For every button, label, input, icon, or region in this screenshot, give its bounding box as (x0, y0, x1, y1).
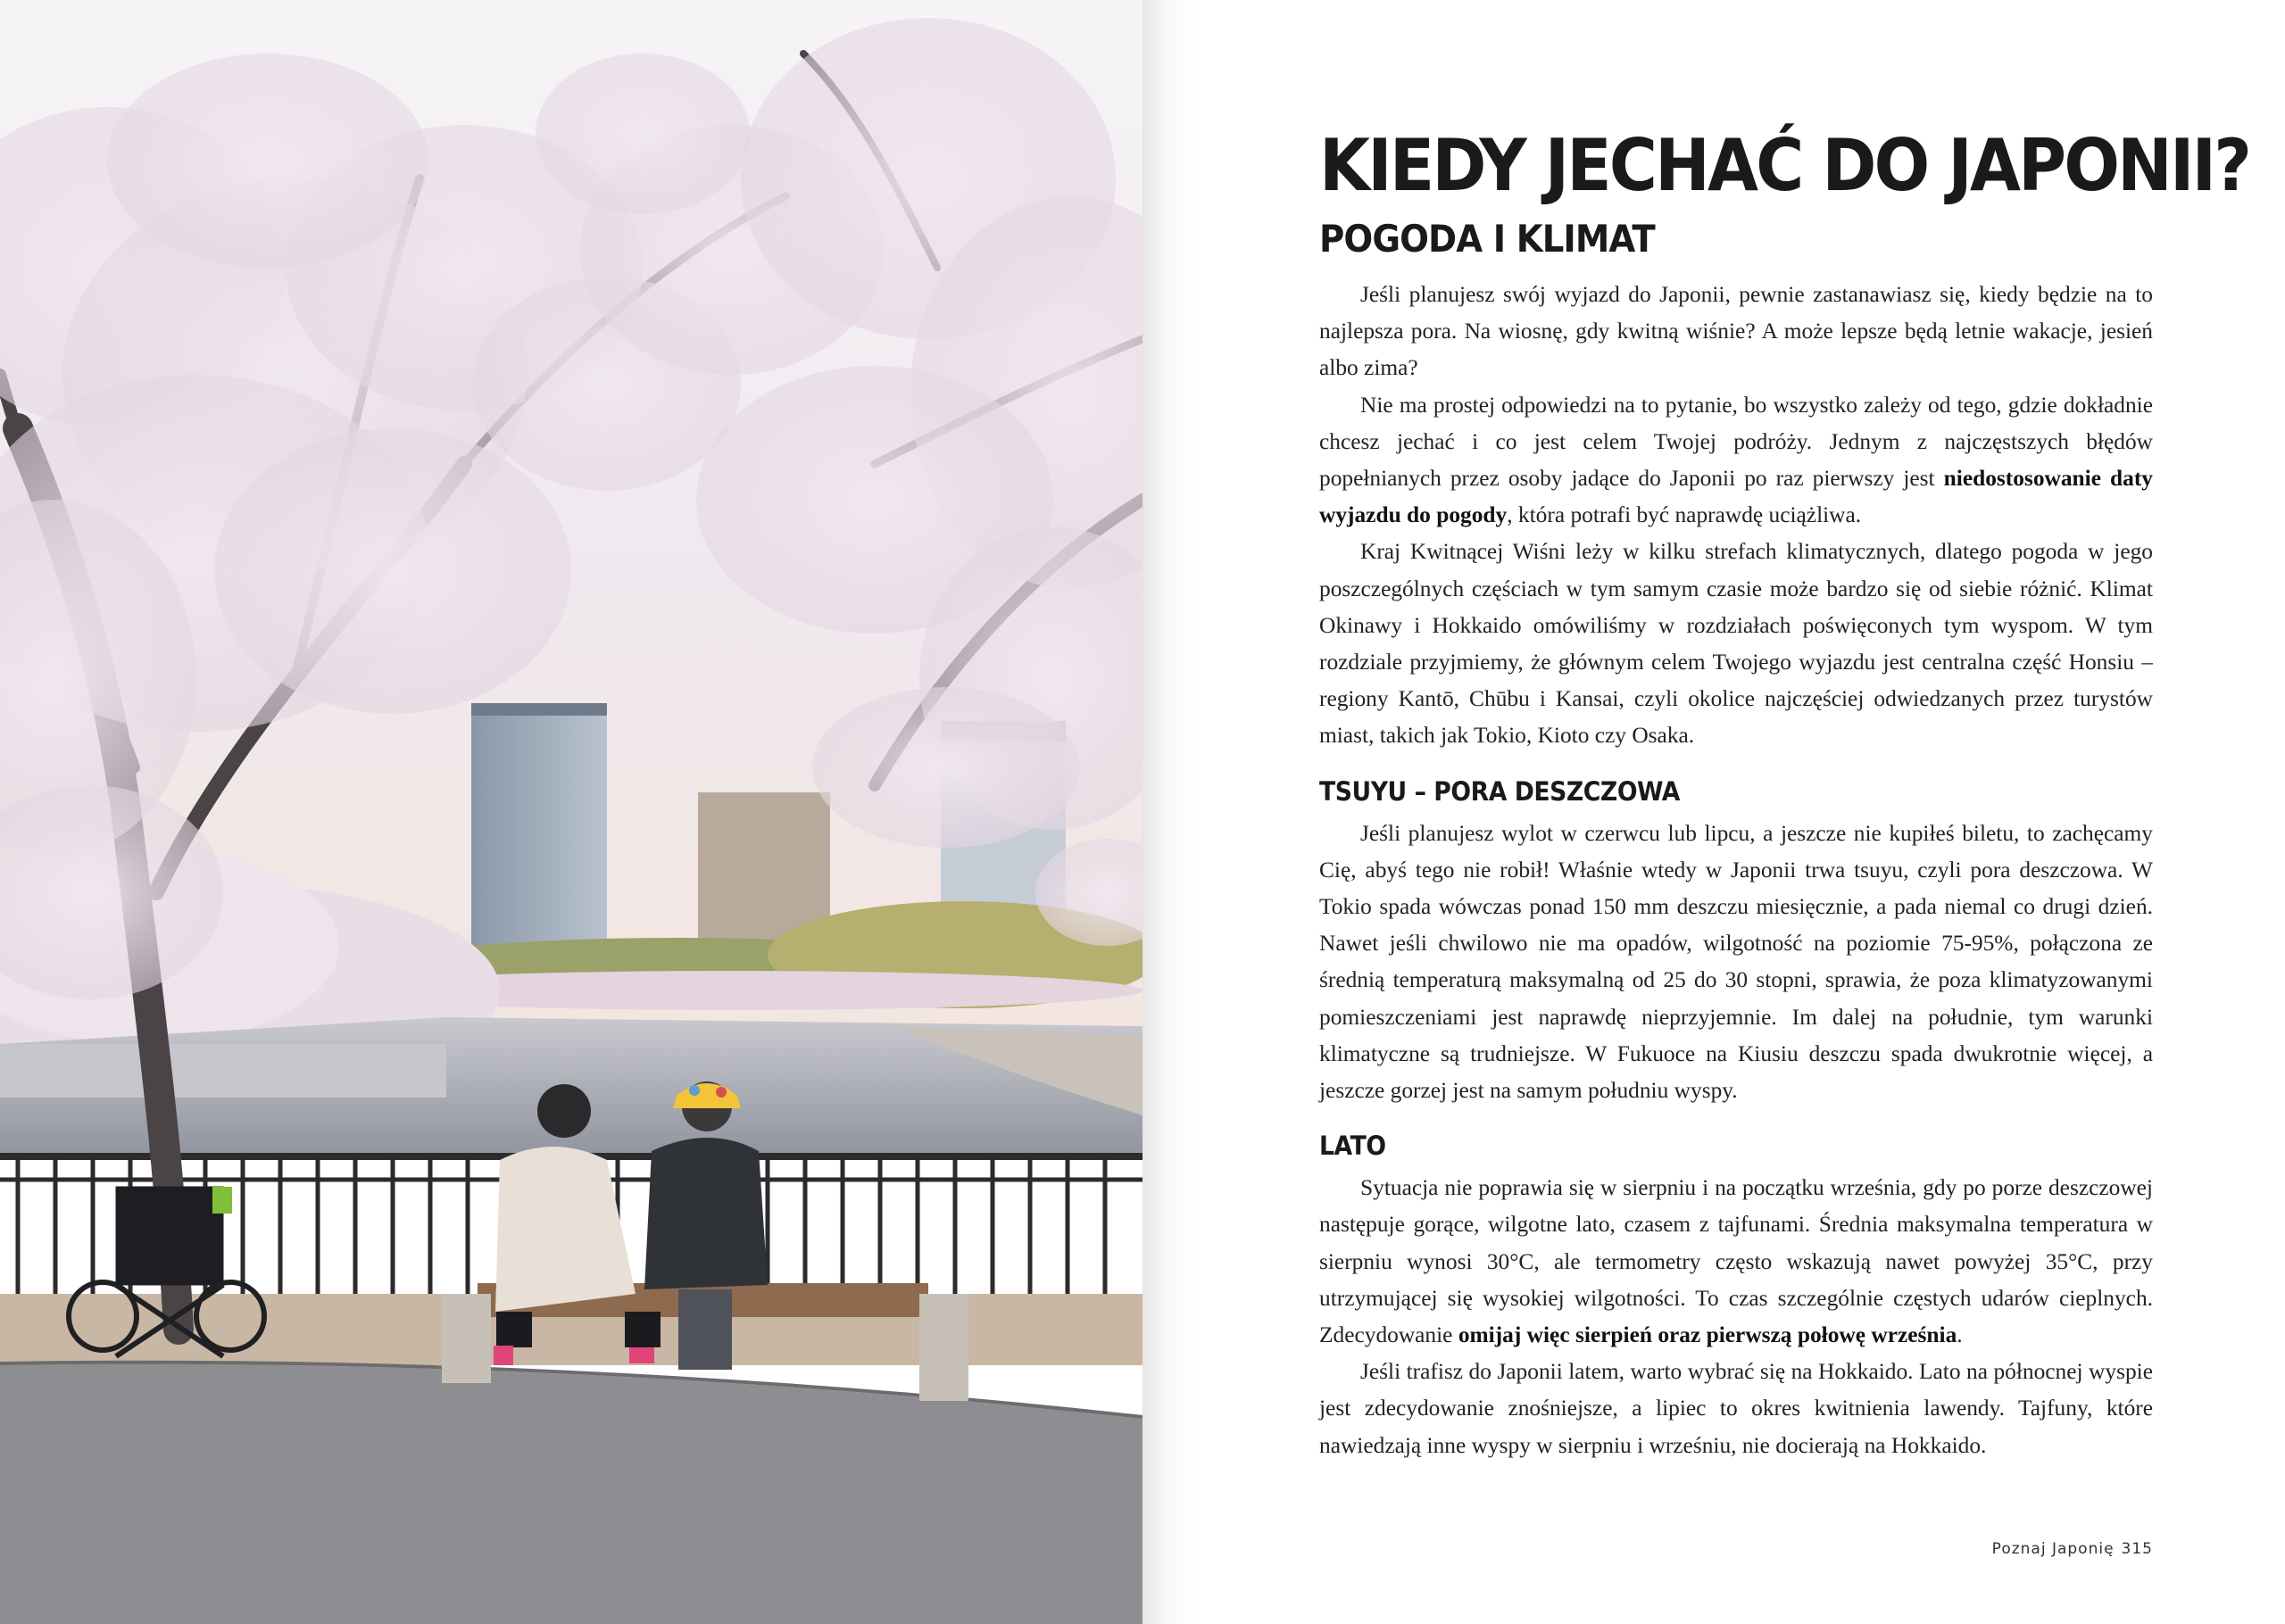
text-page (1319, 123, 2250, 1464)
cherry-blossom-photo (0, 0, 1142, 1624)
lato-paragraph-2: Jeśli trafisz do Japonii latem, warto wybrać się na Hokkaido. Lato na północnej wyspie jest zdecydowanie znośniejsze, a lipiec to okres kwitnienia lawendy. Tajfuny, które nawiedzają inne wyspy w sierpniu i wrześniu, nie docierają na Hokkaido. (1319, 1359, 2153, 1458)
section-heading-tsuyu: TSUYU – PORA DESZCZOWA (1319, 775, 1680, 807)
page-title: KIEDY JECHAĆ DO JAPONII? (1319, 124, 2250, 207)
page-gutter (1142, 0, 1196, 1624)
page-number: 315 (2121, 1540, 2153, 1558)
bold-emphasis: niedostosowanie daty wyjazdu do pogody (1319, 466, 2153, 528)
page-subtitle: POGODA I KLIMAT (1319, 217, 1655, 261)
section-heading-lato: LATO (1319, 1131, 1386, 1162)
intro-paragraph-1: Jeśli planujesz swój wyjazd do Japonii, pewnie zastanawiasz się, kiedy będzie na to najlepsza pora. Na wiosnę, gdy kwitną wiśnie? A może lepsze będą letnie wakacje, jesień albo zima? (1319, 282, 2153, 381)
footpath (0, 1364, 1142, 1624)
bold-emphasis: omijaj więc sierpień oraz pierwszą połowę września (1458, 1322, 1957, 1348)
page-footer (1992, 1540, 2153, 1558)
tsuyu-paragraph: Jeśli planujesz wylot w czerwcu lub lipcu, a jeszcze nie kupiłeś biletu, to zachęcamy Cię, abyś tego nie robił! Właśnie wtedy w Japonii trwa tsuyu, czyli pora deszczowa. W Tokio spada wówczas ponad 150 mm deszczu miesięcznie, a pada niemal co drugi dzień. Nawet jeśli chwilowo nie ma opadów, wilgotność na poziomie 75-95%, połączona ze średnią temperaturą maksymalną od 25 do 30 stopni, sprawia, że poza klimatyzowanymi pomieszczeniami jest naprawdę nieprzyjemnie. Im dalej na południe, tym warunki klimatyczne są trudniejsze. W Fukuoce na Kiusiu deszczu spada dwukrotnie więcej, a jeszcze gorzej jest na samym południu wyspy. (1319, 820, 2153, 1104)
book-title: Poznaj Japonię (1991, 1540, 2115, 1558)
intro-paragraph-3: Kraj Kwitnącej Wiśni leży w kilku strefach klimatycznych, dlatego pogoda w jego poszczególnych częściach w tym samym czasie może bardzo się od siebie różnić. Klimat Okinawy i Hokkaido omówiliśmy w rozdziałach poświęconych tym wyspom. W tym rozdziale przyjmiemy, że głównym celem Twojego wyjazdu jest centralna część Honsiu – regiony Kantō, Chūbu i Kansai, czyli okolice najczęściej odwiedzanych przez turystów miast, takich jak Tokio, Kioto czy Osaka. (1319, 539, 2153, 749)
lato-paragraph-1: Sytuacja nie poprawia się w sierpniu i na początku września, gdy po porze deszczowej następuje gorące, wilgotne lato, czasem z tajfunami. Średnia maksymalna temperatura w sierpniu wynosi 30°C, ale termometry często wskazują nawet powyżej 35°C, przy utrzymującej się wysokiej wilgotności. To czas szczególnie częstych udarów cieplnych. Zdecydowanie omijaj więc sierpień oraz pierwszą połowę września. (1319, 1175, 2153, 1348)
intro-paragraph-2: Nie ma prostej odpowiedzi na to pytanie, bo wszystko zależy od tego, gdzie dokładnie chcesz jechać i co jest celem Twojej podróży. Jednym z najczęstszych błędów popełnianych przez osoby jadące do Japonii po raz pierwszy jest niedostosowanie daty wyjazdu do pogody, która potrafi być naprawdę uciążliwa. (1319, 392, 2153, 528)
